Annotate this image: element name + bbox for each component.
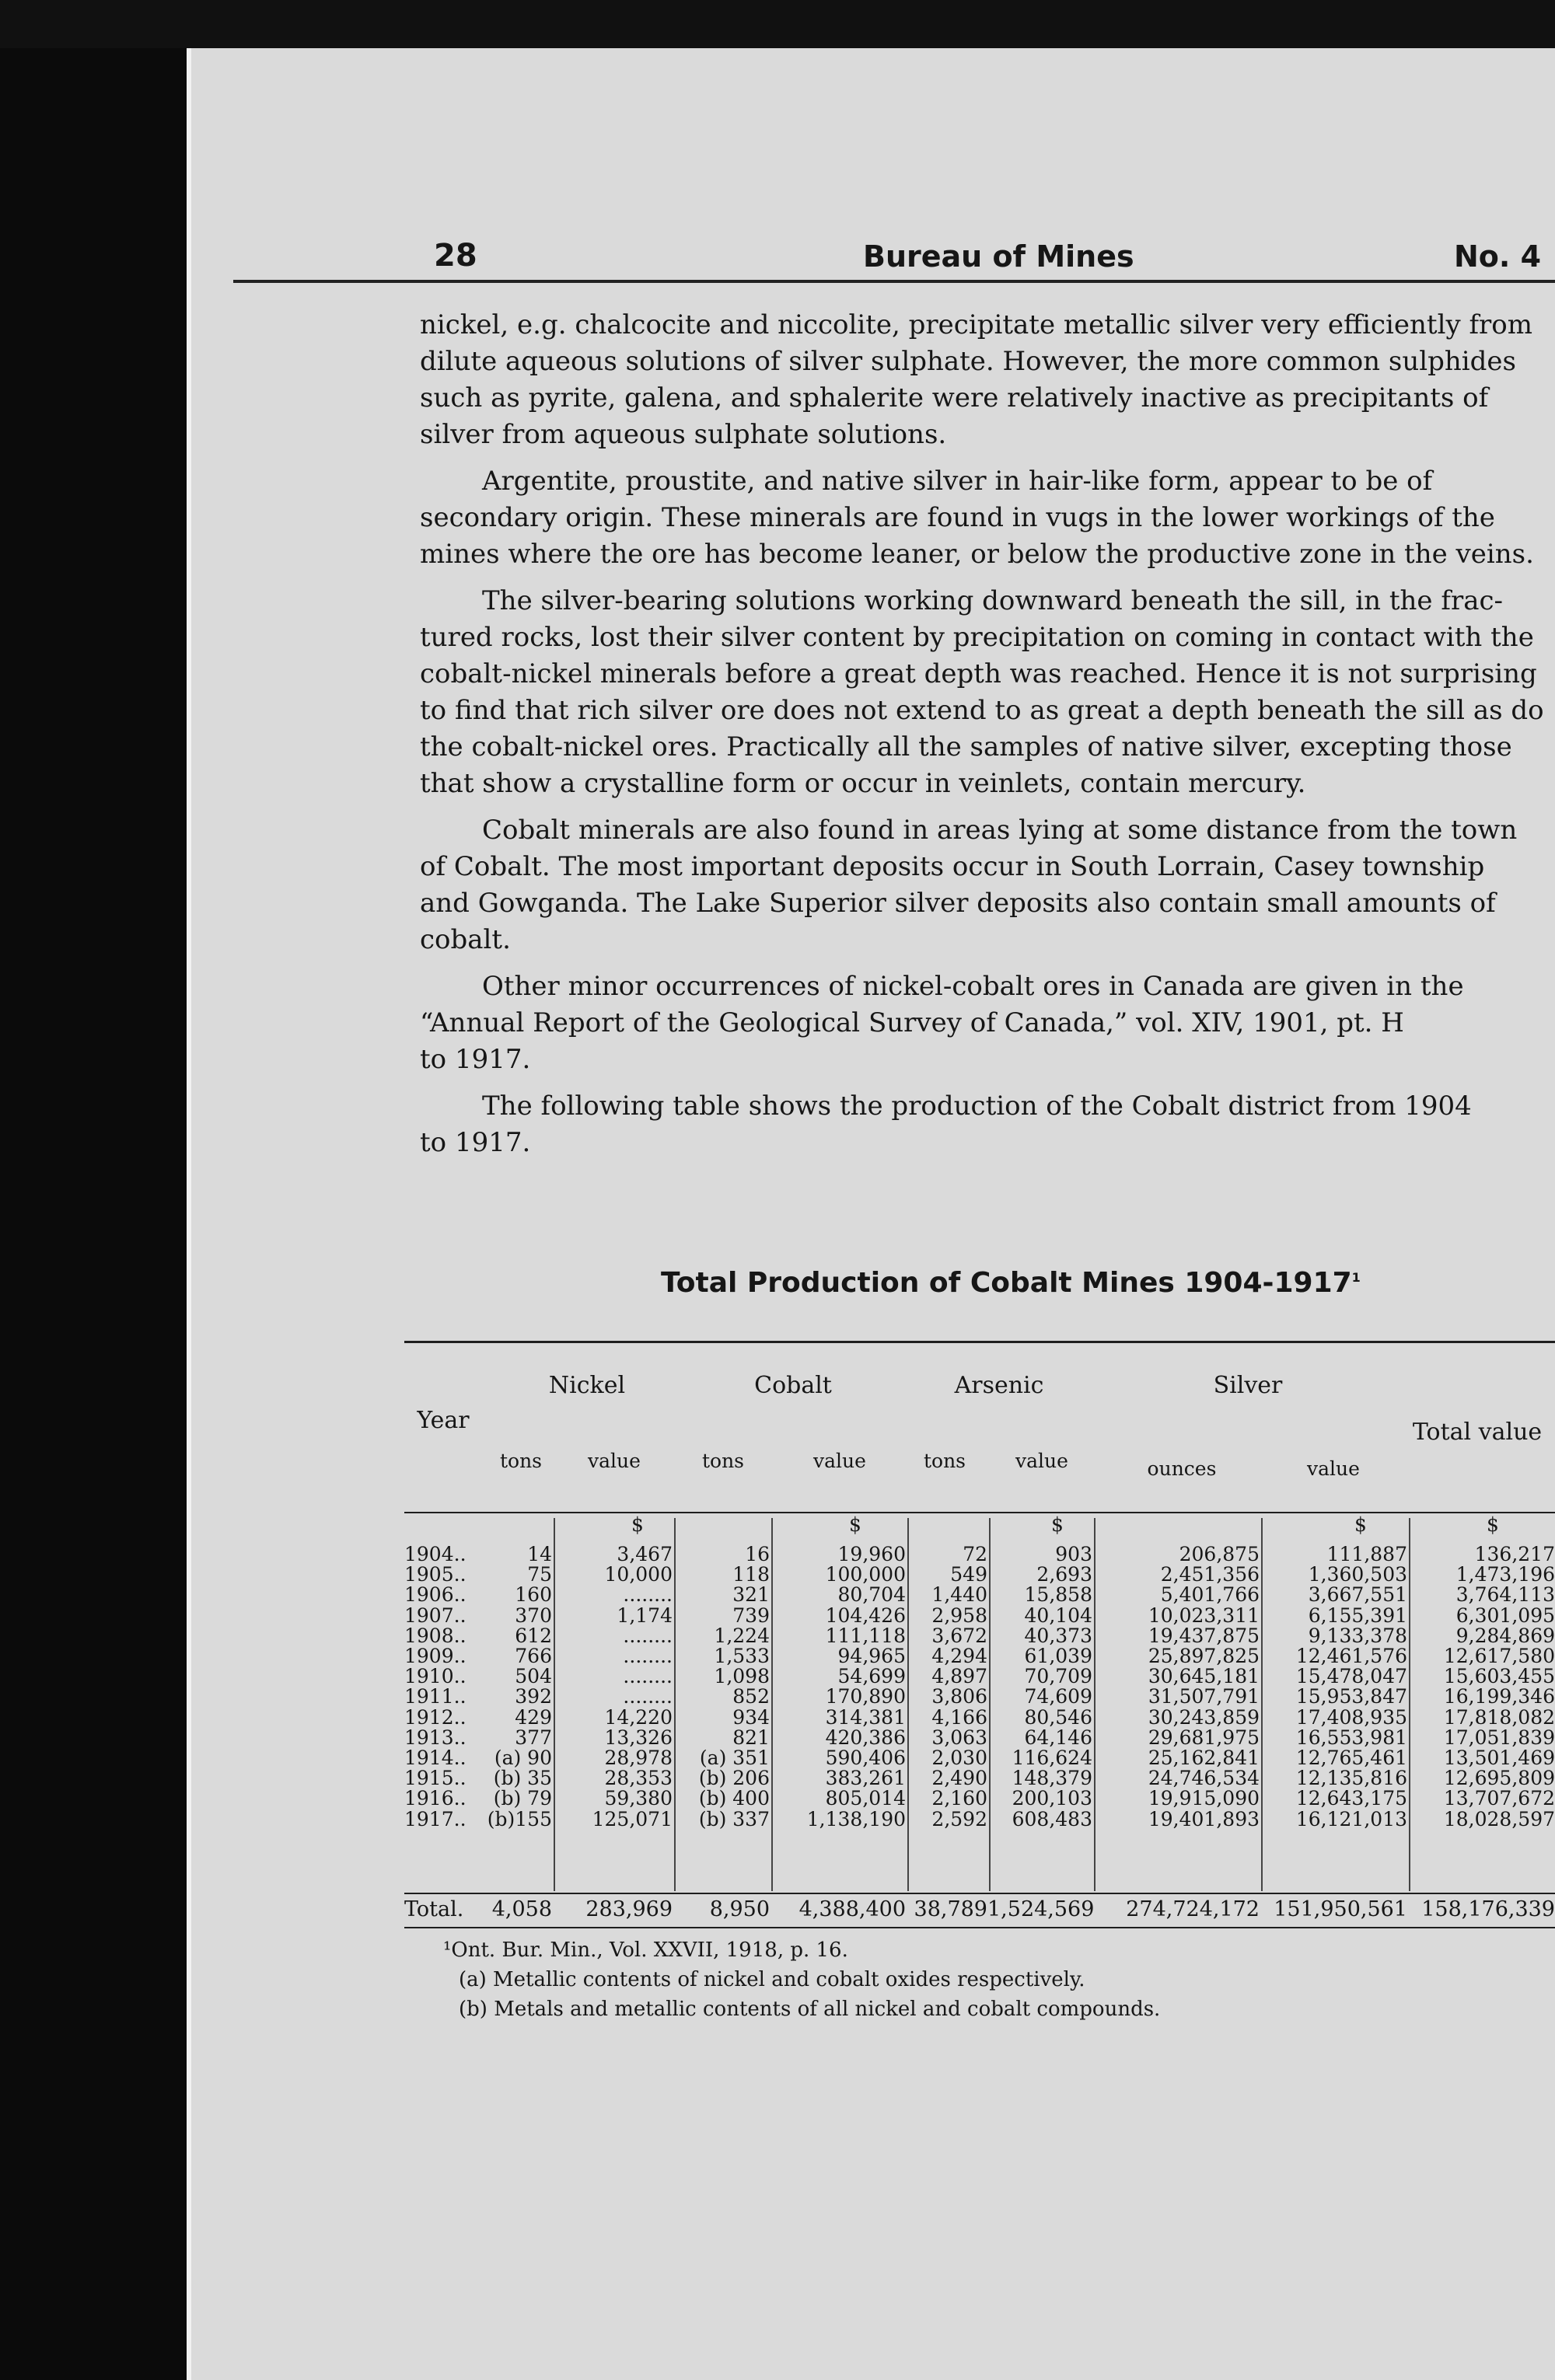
table-cell: 6,155,391 xyxy=(1308,1604,1407,1627)
table-cell: 903 xyxy=(1055,1543,1092,1565)
table-cell: 200,103 xyxy=(1012,1787,1092,1810)
table-cell: 4,897 xyxy=(931,1665,987,1688)
table-cell: 15,603,455 xyxy=(1443,1665,1555,1688)
table-cell: 16,553,981 xyxy=(1295,1726,1407,1749)
table-cell: 28,353 xyxy=(604,1767,673,1790)
sub-value: value xyxy=(1307,1457,1360,1480)
table-cell: 1907.. xyxy=(404,1604,466,1627)
table-cell: 504 xyxy=(515,1665,552,1688)
table-cell: 14 xyxy=(527,1543,552,1565)
total-cell: 158,176,339 xyxy=(1421,1897,1555,1921)
text-line: silver from aqueous sulphate solutions. xyxy=(420,419,947,450)
text-line: mines where the ore has become leaner, or below the productive zone in the veins. xyxy=(420,539,1534,570)
sub-value: value xyxy=(813,1450,866,1472)
table-cell: 2,958 xyxy=(931,1604,987,1627)
table-cell: 74,609 xyxy=(1024,1685,1092,1708)
text-line: secondary origin. These minerals are found in vugs in the lower workings of the xyxy=(420,502,1495,533)
table-cell: 59,380 xyxy=(604,1787,673,1810)
text-line: Cobalt minerals are also found in areas lying at some distance from the town xyxy=(482,815,1518,846)
table-cell: 19,437,875 xyxy=(1148,1624,1260,1647)
table-cell: 17,051,839 xyxy=(1443,1726,1555,1749)
table-cell: 54,699 xyxy=(837,1665,906,1688)
production-table xyxy=(404,1341,1555,1932)
table-cell: 15,953,847 xyxy=(1295,1685,1407,1708)
table-cell: 136,217 xyxy=(1474,1543,1555,1565)
table-cell: 28,978 xyxy=(604,1747,673,1770)
table-cell: (b) 337 xyxy=(698,1807,770,1830)
col-silver-ounces xyxy=(1092,1544,1260,1830)
table-cell: (b) 79 xyxy=(493,1787,552,1810)
table-cell: 40,373 xyxy=(1024,1624,1092,1647)
table-cell: 420,386 xyxy=(825,1726,906,1749)
table-cell: 1,098 xyxy=(714,1665,770,1688)
table-cell: 1912.. xyxy=(404,1705,466,1729)
table-cell: 549 xyxy=(950,1563,987,1586)
total-label: Total. xyxy=(404,1897,464,1921)
total-cell: 1,524,569 xyxy=(987,1897,1095,1921)
footnote: ¹Ont. Bur. Min., Vol. XXVII, 1918, p. 16. xyxy=(443,1939,848,1962)
table-bottom-rule xyxy=(404,1927,1555,1928)
table-cell: ........ xyxy=(623,1645,673,1668)
text-line: tured rocks, lost their silver content by precipitation on coming in contact with the xyxy=(420,622,1534,653)
table-cell: 852 xyxy=(732,1685,770,1708)
col-nickel-header: Nickel xyxy=(548,1372,626,1399)
table-cell: 64,146 xyxy=(1024,1726,1092,1749)
table-cell: 1,360,503 xyxy=(1308,1563,1407,1586)
table-cell: 2,160 xyxy=(931,1787,987,1810)
table-cell: 30,645,181 xyxy=(1148,1665,1260,1688)
table-top-rule xyxy=(1088,1341,1555,1343)
table-cell: ........ xyxy=(623,1624,673,1647)
table-cell: 1,174 xyxy=(617,1604,673,1627)
col-year xyxy=(404,1544,482,1830)
table-cell: 111,887 xyxy=(1326,1543,1407,1565)
body-text xyxy=(420,307,1555,1171)
table-cell: 118 xyxy=(732,1563,770,1586)
table-cell: 2,490 xyxy=(931,1767,987,1790)
table-cell: 4,294 xyxy=(931,1645,987,1668)
table-cell: 17,408,935 xyxy=(1295,1705,1407,1729)
table-cell: 12,643,175 xyxy=(1295,1787,1407,1810)
text-line: the cobalt-nickel ores. Practically all the samples of native silver, excepting those xyxy=(420,731,1512,763)
paragraph xyxy=(420,812,1555,958)
table-cell: 29,681,975 xyxy=(1148,1726,1260,1749)
table-cell: 15,478,047 xyxy=(1295,1665,1407,1688)
table-cell: 1917.. xyxy=(404,1807,466,1830)
table-cell: 72 xyxy=(963,1543,987,1565)
table-cell: 15,858 xyxy=(1024,1583,1092,1607)
paragraph xyxy=(420,307,1555,453)
table-cell: (b) 35 xyxy=(493,1767,552,1790)
table-cell: 6,301,095 xyxy=(1455,1604,1555,1627)
table-cell: 125,071 xyxy=(592,1807,673,1830)
total-cell: 274,724,172 xyxy=(1126,1897,1260,1921)
scan-border xyxy=(0,0,1555,48)
table-cell: 1915.. xyxy=(404,1767,466,1790)
text-line: cobalt-nickel minerals before a great depth was reached. Hence it is not surprising xyxy=(420,658,1537,689)
sub-value: value xyxy=(588,1450,641,1472)
table-cell: 590,406 xyxy=(825,1747,906,1770)
table-cell: 3,467 xyxy=(617,1543,673,1565)
text-line: to find that rich silver ore does not extend to as great a depth beneath the sill as do xyxy=(420,695,1544,726)
table-cell: 1,440 xyxy=(931,1583,987,1607)
table-cell: 1910.. xyxy=(404,1665,466,1688)
text-line: nickel, e.g. chalcocite and niccolite, precipitate metallic silver very efficiently from xyxy=(420,309,1533,340)
sub-ounces: ounces xyxy=(1147,1457,1217,1480)
table-cell: 766 xyxy=(515,1645,552,1668)
table-cell: ........ xyxy=(623,1665,673,1688)
sub-value: value xyxy=(1015,1450,1068,1472)
table-cell: 206,875 xyxy=(1179,1543,1260,1565)
table-cell: 40,104 xyxy=(1024,1604,1092,1627)
col-year-header: Year xyxy=(417,1407,470,1434)
table-cell: 383,261 xyxy=(825,1767,906,1790)
table-cell: 25,897,825 xyxy=(1148,1645,1260,1668)
table-cell: 16 xyxy=(745,1543,770,1565)
table-cell: 1914.. xyxy=(404,1747,466,1770)
col-cobalt-tons xyxy=(673,1544,770,1830)
table-cell: 16,199,346 xyxy=(1443,1685,1555,1708)
footnote: (a) Metallic contents of nickel and cobalt oxides respectively. xyxy=(459,1968,1085,1991)
col-cobalt-header: Cobalt xyxy=(754,1372,832,1399)
table-cell: 30,243,859 xyxy=(1148,1705,1260,1729)
table-cell: 80,546 xyxy=(1024,1705,1092,1729)
table-cell: 12,695,809 xyxy=(1443,1767,1555,1790)
table-cell: 429 xyxy=(515,1705,552,1729)
sub-tons: tons xyxy=(499,1450,543,1472)
table-cell: 12,765,461 xyxy=(1295,1747,1407,1770)
text-line: The silver-bearing solutions working downward beneath the sill, in the frac- xyxy=(482,585,1504,616)
table-cell: 25,162,841 xyxy=(1148,1747,1260,1770)
col-arsenic-tons xyxy=(906,1544,987,1830)
table-cell: (b) 400 xyxy=(698,1787,770,1810)
text-line: to 1917. xyxy=(420,1127,531,1158)
table-cell: 1904.. xyxy=(404,1543,466,1565)
table-cell: 10,000 xyxy=(604,1563,673,1586)
table-cell: 61,039 xyxy=(1024,1645,1092,1668)
sub-tons: tons xyxy=(701,1450,745,1472)
total-cell: 283,969 xyxy=(585,1897,673,1921)
table-cell: 13,501,469 xyxy=(1443,1747,1555,1770)
table-cell: 3,806 xyxy=(931,1685,987,1708)
total-cell: 4,388,400 xyxy=(798,1897,906,1921)
text-line: dilute aqueous solutions of silver sulphate. However, the more common sulphides xyxy=(420,346,1516,377)
table-cell: 1,473,196 xyxy=(1455,1563,1555,1586)
table-cell: 1908.. xyxy=(404,1624,466,1647)
sub-tons: tons xyxy=(923,1450,966,1472)
table-cell: 5,401,766 xyxy=(1160,1583,1260,1607)
table-cell: 739 xyxy=(732,1604,770,1627)
table-cell: 9,133,378 xyxy=(1308,1624,1407,1647)
paragraph xyxy=(420,968,1555,1078)
table-cell: (b) 206 xyxy=(698,1767,770,1790)
table-cell: 3,063 xyxy=(931,1726,987,1749)
dollar-sign: $ xyxy=(1354,1513,1367,1536)
footnote: (b) Metals and metallic contents of all nickel and cobalt compounds. xyxy=(459,1998,1161,2021)
table-cell: 19,401,893 xyxy=(1148,1807,1260,1830)
table-cell: 160 xyxy=(515,1583,552,1607)
table-cell: 31,507,791 xyxy=(1148,1685,1260,1708)
table-cell: (b)155 xyxy=(487,1807,552,1830)
table-cell: 12,461,576 xyxy=(1295,1645,1407,1668)
table-cell: 1906.. xyxy=(404,1583,466,1607)
col-cobalt-value xyxy=(770,1544,906,1830)
table-cell: 3,667,551 xyxy=(1308,1583,1407,1607)
table-cell: 10,023,311 xyxy=(1148,1604,1260,1627)
text-line: that show a crystalline form or occur in veinlets, contain mercury. xyxy=(420,768,1306,799)
table-cell: ........ xyxy=(623,1583,673,1607)
table-cell: 17,818,082 xyxy=(1443,1705,1555,1729)
table-cell: 12,617,580 xyxy=(1443,1645,1555,1668)
table-cell: 111,118 xyxy=(825,1624,906,1647)
total-rule xyxy=(404,1893,1555,1894)
table-cell: 1911.. xyxy=(404,1685,466,1708)
text-line: such as pyrite, galena, and sphalerite were relatively inactive as precipitants of xyxy=(420,382,1489,414)
col-silver-header: Silver xyxy=(1213,1372,1283,1399)
table-cell: 19,915,090 xyxy=(1148,1787,1260,1810)
paragraph xyxy=(420,463,1555,573)
col-total-value xyxy=(1407,1544,1555,1830)
table-cell: 13,326 xyxy=(604,1726,673,1749)
page-header xyxy=(233,233,1555,283)
total-cell: 151,950,561 xyxy=(1274,1897,1407,1921)
table-cell: 14,220 xyxy=(604,1705,673,1729)
table-cell: 75 xyxy=(527,1563,552,1586)
table-cell: 1,533 xyxy=(714,1645,770,1668)
text-line: The following table shows the production of the Cobalt district from 1904 xyxy=(482,1091,1472,1122)
table-cell: 314,381 xyxy=(825,1705,906,1729)
table-cell: 9,284,869 xyxy=(1455,1624,1555,1647)
table-cell: 3,764,113 xyxy=(1455,1583,1555,1607)
table-cell: 608,483 xyxy=(1012,1807,1092,1830)
table-cell: 805,014 xyxy=(825,1787,906,1810)
dollar-sign: $ xyxy=(849,1513,861,1536)
table-cell: 4,166 xyxy=(931,1705,987,1729)
table-cell: 100,000 xyxy=(825,1563,906,1586)
table-cell: 1,138,190 xyxy=(806,1807,906,1830)
table-cell: 1916.. xyxy=(404,1787,466,1810)
text-line: and Gowganda. The Lake Superior silver deposits also contain small amounts of xyxy=(420,888,1496,919)
table-cell: 13,707,672 xyxy=(1443,1787,1555,1810)
table-cell: 1905.. xyxy=(404,1563,466,1586)
footnotes xyxy=(435,1935,1160,2024)
table-cell: 80,704 xyxy=(837,1583,906,1607)
dollar-sign: $ xyxy=(631,1513,644,1536)
col-silver-value xyxy=(1260,1544,1407,1830)
page-number: 28 xyxy=(434,238,477,274)
total-cell: 38,789 xyxy=(914,1897,987,1921)
dollar-sign: $ xyxy=(1487,1513,1499,1536)
table-cell: 370 xyxy=(515,1604,552,1627)
table-cell: 821 xyxy=(732,1726,770,1749)
paragraph xyxy=(420,1088,1555,1161)
table-cell: 104,426 xyxy=(825,1604,906,1627)
table-cell: (a) 351 xyxy=(699,1747,770,1770)
running-title: Bureau of Mines xyxy=(863,239,1134,274)
table-cell: (a) 90 xyxy=(494,1747,552,1770)
table-cell: 70,709 xyxy=(1024,1665,1092,1688)
table-cell: 2,693 xyxy=(1036,1563,1092,1586)
total-cell: 4,058 xyxy=(491,1897,552,1921)
col-nickel-tons xyxy=(482,1544,552,1830)
bulletin-number: No. 4 xyxy=(1454,239,1542,274)
table-cell: 12,135,816 xyxy=(1295,1767,1407,1790)
table-cell: 612 xyxy=(515,1624,552,1647)
text-line: Other minor occurrences of nickel-cobalt ores in Canada are given in the xyxy=(482,971,1464,1002)
table-cell: 2,451,356 xyxy=(1160,1563,1260,1586)
table-cell: 1913.. xyxy=(404,1726,466,1749)
table-cell: 1,224 xyxy=(714,1624,770,1647)
table-cell: 116,624 xyxy=(1012,1747,1092,1770)
table-cell: 934 xyxy=(732,1705,770,1729)
table-cell: 3,672 xyxy=(931,1624,987,1647)
table-cell: 94,965 xyxy=(837,1645,906,1668)
table-cell: 148,379 xyxy=(1012,1767,1092,1790)
table-cell: ........ xyxy=(623,1685,673,1708)
table-cell: 377 xyxy=(515,1726,552,1749)
paragraph xyxy=(420,583,1555,802)
table-cell: 16,121,013 xyxy=(1295,1807,1407,1830)
table-cell: 321 xyxy=(732,1583,770,1607)
table-cell: 170,890 xyxy=(825,1685,906,1708)
total-cell: 8,950 xyxy=(709,1897,770,1921)
col-arsenic-header: Arsenic xyxy=(954,1372,1044,1399)
col-arsenic-value xyxy=(987,1544,1092,1830)
table-cell: 18,028,597 xyxy=(1443,1807,1555,1830)
text-line: cobalt. xyxy=(420,924,511,955)
table-cell: 2,592 xyxy=(931,1807,987,1830)
table-cell: 2,030 xyxy=(931,1747,987,1770)
text-line: Argentite, proustite, and native silver in hair-like form, appear to be of xyxy=(482,466,1433,497)
table-cell: 19,960 xyxy=(837,1543,906,1565)
table-cell: 24,746,534 xyxy=(1148,1767,1260,1790)
text-line: to 1917. xyxy=(420,1044,531,1075)
col-nickel-value xyxy=(552,1544,673,1830)
col-total-header: Total value xyxy=(1412,1419,1543,1446)
table-title: Total Production of Cobalt Mines 1904-1917$^1$ xyxy=(661,1267,1361,1299)
dollar-sign: $ xyxy=(1051,1513,1064,1536)
table-top-rule xyxy=(404,1341,1088,1343)
table-cell: 392 xyxy=(515,1685,552,1708)
table-cell: 1909.. xyxy=(404,1645,466,1668)
text-line: of Cobalt. The most important deposits occur in South Lorrain, Casey township xyxy=(420,851,1485,882)
text-line: “Annual Report of the Geological Survey of Canada,” vol. XIV, 1901, pt. H xyxy=(420,1007,1404,1038)
